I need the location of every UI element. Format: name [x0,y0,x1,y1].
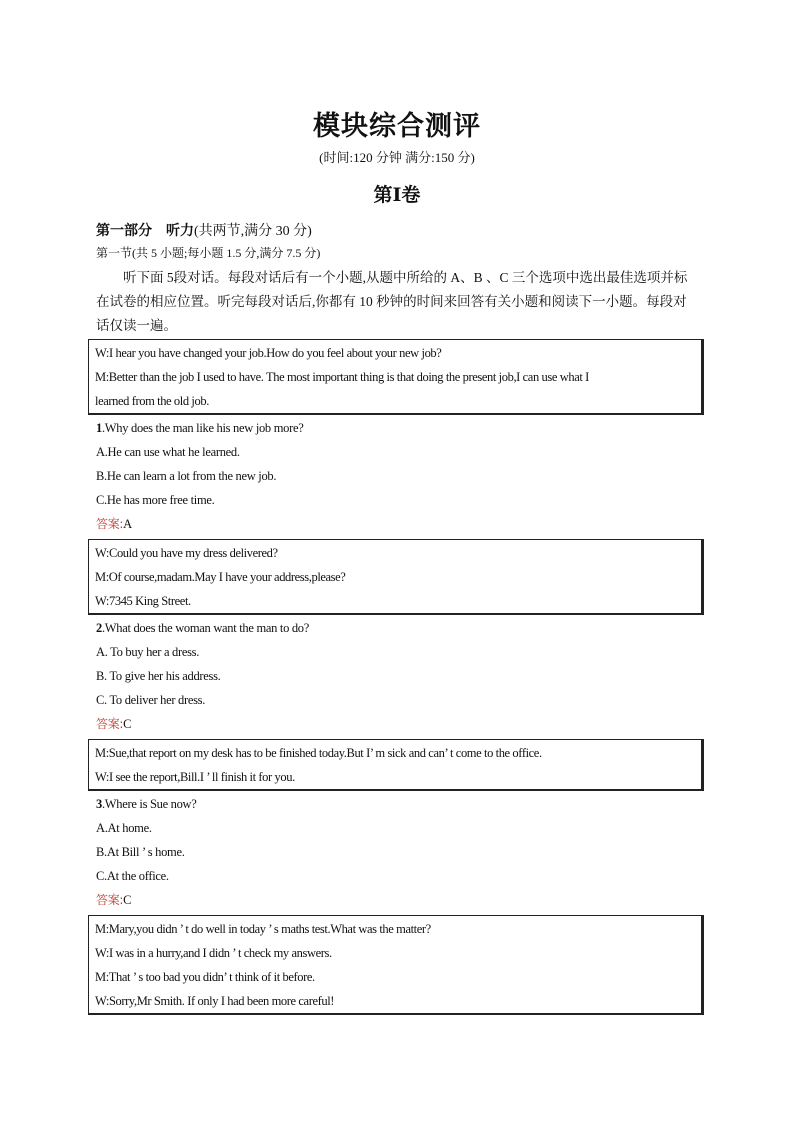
instructions: 听下面 5段对话。每段对话后有一个小题,从题中所给的 A、B 、C 三个选项中选出最佳选项并标在试卷的相应位置。听完每段对话后,你都有 10 秒钟的时间来回答有关小题和阅读下一小题。每段对话仅读一遍。 [96,270,688,333]
question-number: 3 [96,797,102,811]
question-number: 2 [96,621,102,635]
volume-heading: 第Ⅰ卷 [373,184,421,206]
answer-label: 答案: [96,893,124,907]
page-title: 模块综合测评 [313,111,481,142]
option-c: C.At the office. [96,869,169,883]
section-detail: (共 5 小题;每小题 1.5 分,满分 7.5 分) [132,246,321,260]
dialogue-line: M:Mary,you didn ’ t do well in today ’ s maths test.What was the matter? [95,922,431,936]
dialogue-line: W:7345 King Street. [95,594,191,608]
option-b: B. To give her his address. [96,669,221,683]
section-heading [96,244,320,261]
answer-3 [96,888,131,912]
answer-1 [96,512,132,536]
dialogue-line: M:That ’ s too bad you didn’ t think of it before. [95,970,315,984]
answer-label: 答案: [96,717,124,731]
section-label: 第一节 [96,246,133,260]
question-3-stem [96,792,197,816]
question-text: .What does the woman want the man to do? [101,621,309,635]
answer-value: C [123,893,132,907]
dialogue-line: M:Sue,that report on my desk has to be finished today.But I’ m sick and can’ t come to the office. [95,746,542,760]
part-detail: (共两节,满分 30 分) [194,224,312,239]
option-a: A.At home. [96,821,152,835]
dialogue-line: W:Sorry,Mr Smith. If only I had been more careful! [95,994,335,1008]
dialogue-box-4 [88,915,704,1015]
question-text: .Where is Sue now? [101,797,197,811]
dialogue-line: W:I see the report,Bill.I ’ ll finish it for you. [95,770,295,784]
exam-time-score: (时间:120 分钟 满分:150 分) [319,150,475,165]
dialogue-line: W:I was in a hurry,and I didn ’ t check my answers. [95,946,332,960]
dialogue-box-3 [88,739,704,791]
question-number: 1 [96,421,102,435]
option-c: C. To deliver her dress. [96,693,206,707]
question-1-stem [96,416,303,440]
dialogue-box-2 [88,539,704,615]
answer-value: A [123,517,132,531]
dialogue-box-1 [88,339,704,415]
question-text: .Why does the man like his new job more? [101,421,304,435]
answer-label: 答案: [96,517,124,531]
dialogue-line: W:I hear you have changed your job.How do you feel about your new job? [95,346,442,360]
question-2-stem [96,616,309,640]
option-a: A. To buy her a dress. [96,645,200,659]
option-a: A.He can use what he learned. [96,445,240,459]
option-c: C.He has more free time. [96,493,215,507]
answer-2 [96,712,131,736]
option-b: B.At Bill ’ s home. [96,845,185,859]
option-b: B.He can learn a lot from the new job. [96,469,277,483]
dialogue-line: M:Of course,madam.May I have your address,please? [95,570,346,584]
part-heading [96,220,312,240]
dialogue-line: W:Could you have my dress delivered? [95,546,278,560]
dialogue-line: M:Better than the job I used to have. The most important thing is that doing the present job,I can use what I [95,370,589,384]
answer-value: C [123,717,132,731]
part-label: 第一部分 [96,223,152,239]
part-name: 听力 [166,223,194,239]
dialogue-line: learned from the old job. [95,394,209,408]
